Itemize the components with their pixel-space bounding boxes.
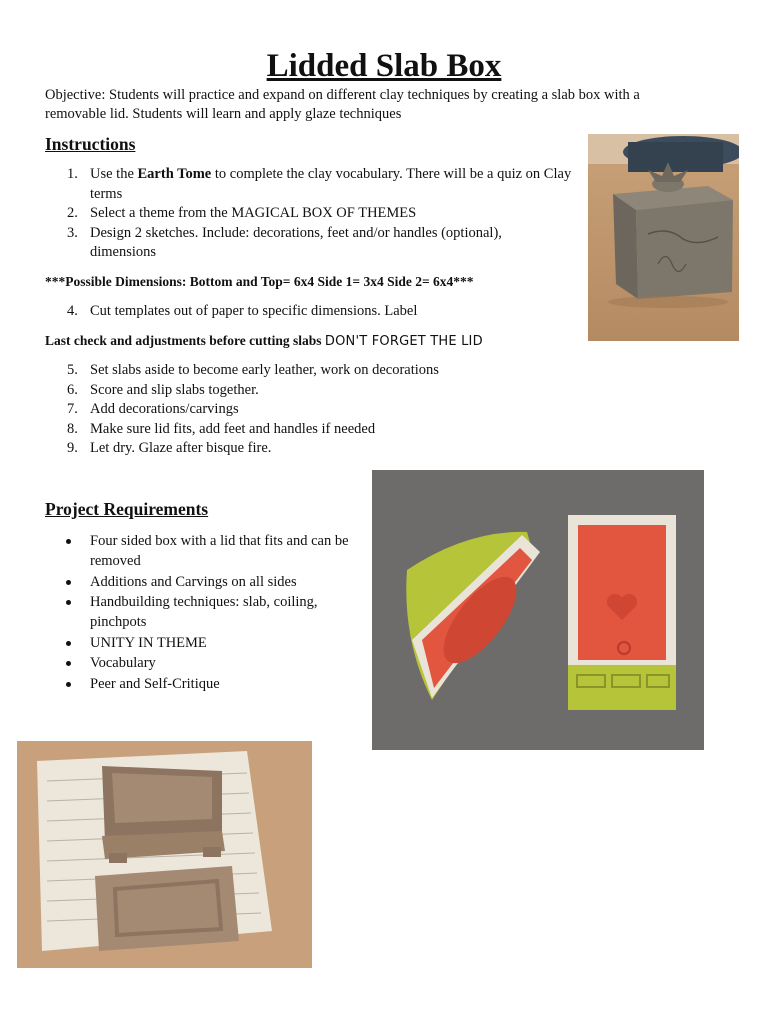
page-title: Lidded Slab Box bbox=[266, 48, 502, 84]
instruction-step-6: 6. Score and slip slabs together. bbox=[67, 381, 259, 398]
instruction-step-5: 5. Set slabs aside to become early leather, work on decorations bbox=[67, 362, 439, 378]
lid-reminder: DON'T FORGET THE LID bbox=[324, 334, 483, 349]
bullet-icon bbox=[66, 580, 71, 585]
photo-green-red-box bbox=[372, 470, 704, 750]
gray-flower-box-image bbox=[588, 134, 739, 341]
instruction-step-8: 8. Make sure lid fits, add feet and handles if needed bbox=[67, 420, 376, 437]
instruction-step-3: 3. Design 2 sketches. Include: decorations, feet and/or handles (optional), dimensions bbox=[67, 224, 502, 261]
instruction-step-7: 7. Add decorations/carvings bbox=[67, 401, 239, 418]
requirements-heading: Project Requirements bbox=[45, 499, 209, 519]
instruction-step-1: 1. Use the Earth Tome to complete the clay vocabulary. There will be a quiz on Clay terms bbox=[67, 166, 572, 202]
photo-clay-slab-box bbox=[17, 741, 312, 968]
clay-slab-box-image bbox=[17, 741, 312, 968]
instructions-list-a bbox=[45, 165, 575, 263]
objective-text: Objective: Students will practice and expand on different clay techniques by creating a slab box with a removable lid. Students will learn and apply glaze techniques bbox=[45, 87, 640, 122]
requirement-item: Additions and Carvings on all sides bbox=[45, 572, 365, 592]
bullet-icon bbox=[66, 600, 71, 605]
last-check-note: Last check and adjustments before cutting slabs DON'T FORGET THE LID bbox=[45, 333, 483, 349]
green-red-box-image bbox=[372, 470, 704, 750]
bullet-icon bbox=[66, 661, 71, 666]
instruction-step-4: 4. Cut templates out of paper to specific dimensions. Label bbox=[67, 303, 418, 319]
requirement-item: Peer and Self-Critique bbox=[45, 674, 365, 694]
bullet-icon bbox=[66, 641, 71, 646]
bullet-icon bbox=[66, 539, 71, 544]
instructions-heading: Instructions bbox=[45, 134, 136, 154]
photo-gray-flower-box bbox=[588, 134, 739, 341]
bullet-icon bbox=[66, 682, 71, 687]
instructions-list-b bbox=[45, 361, 575, 459]
requirement-item: UNITY IN THEME bbox=[45, 633, 365, 653]
instruction-step-9: 9. Let dry. Glaze after bisque fire. bbox=[67, 440, 272, 457]
dimensions-note: ***Possible Dimensions: Bottom and Top= 6x4 Side 1= 3x4 Side 2= 6x4*** bbox=[45, 274, 474, 289]
instruction-step-2: 2. Select a theme from the MAGICAL BOX OF THEMES bbox=[67, 205, 417, 222]
requirement-item: Handbuilding techniques: slab, coiling, pinchpots bbox=[45, 592, 365, 632]
requirement-item: Four sided box with a lid that fits and can be removed bbox=[45, 531, 365, 571]
requirement-item: Vocabulary bbox=[45, 653, 365, 673]
requirements-list bbox=[45, 531, 365, 694]
instructions-list-step4 bbox=[45, 302, 575, 322]
